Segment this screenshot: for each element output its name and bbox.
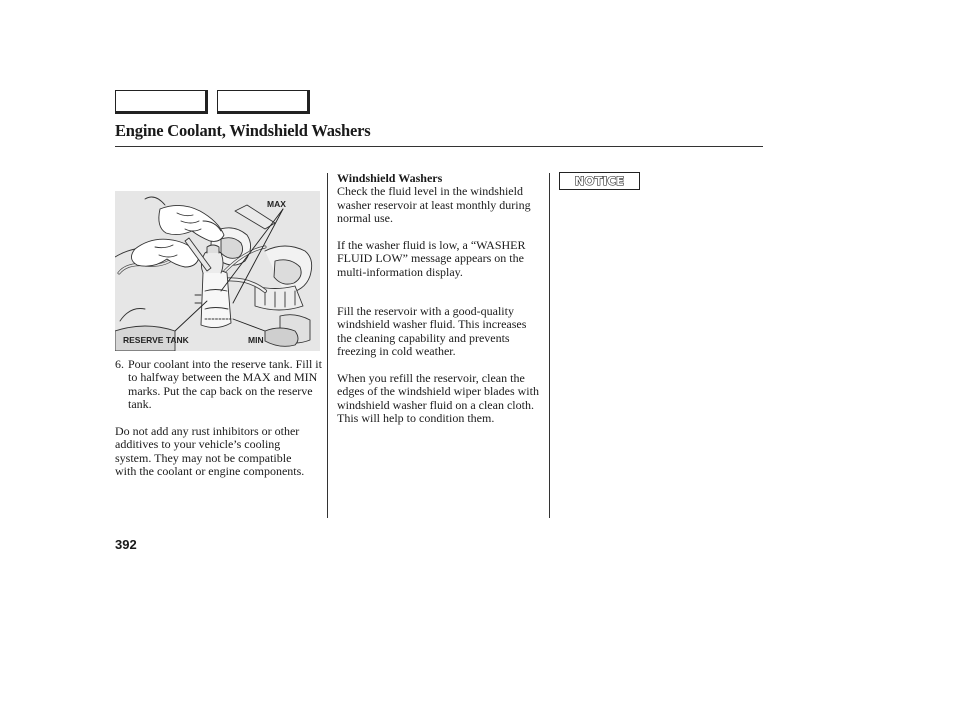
label-max: MAX (267, 199, 286, 209)
label-reserve-tank: RESERVE TANK (123, 335, 189, 345)
column-divider-left (327, 173, 328, 518)
coolant-reserve-tank-illustration (115, 191, 320, 351)
page-title: Engine Coolant, Windshield Washers (115, 121, 371, 140)
nav-button-main-menu[interactable] (115, 90, 208, 114)
title-divider (115, 146, 763, 147)
step-number: 6. (115, 357, 124, 371)
step-6 (115, 358, 322, 412)
engine-bay-drawing (115, 191, 320, 351)
column-divider-right (549, 173, 550, 518)
windshield-washers-section (337, 172, 541, 226)
paragraph-check-level: Check the fluid level in the windshield washer reservoir at least monthly during normal use. (337, 184, 531, 226)
section-heading: Windshield Washers (337, 171, 443, 185)
paragraph-fluid-low: If the washer fluid is low, a “WASHER FLUID LOW” message appears on the multi-information display. (337, 238, 526, 279)
nav-button-table-of-contents[interactable] (217, 90, 310, 114)
paragraph-clean-wipers: When you refill the reservoir, clean the edges of the windshield wiper blades with windshield washer fluid on a clean cloth. This will help to condition them. (337, 371, 539, 426)
page-number: 392 (115, 537, 137, 552)
step-text: Pour coolant into the reserve tank. Fill it to halfway between the MAX and MIN marks. Put the cap back on the reserve tank. (128, 357, 322, 412)
additive-warning-text: Do not add any rust inhibitors or other additives to your vehicle’s cooling system. They may not be compatible with the coolant or engine components. (115, 424, 305, 479)
paragraph-fill-reservoir: Fill the reservoir with a good-quality windshield washer fluid. This increases the cleaning capability and prevents freezing in cold weather. (337, 304, 527, 359)
notice-badge (559, 172, 640, 190)
label-min: MIN (248, 335, 264, 345)
notice-label: NOTICE (574, 174, 625, 188)
